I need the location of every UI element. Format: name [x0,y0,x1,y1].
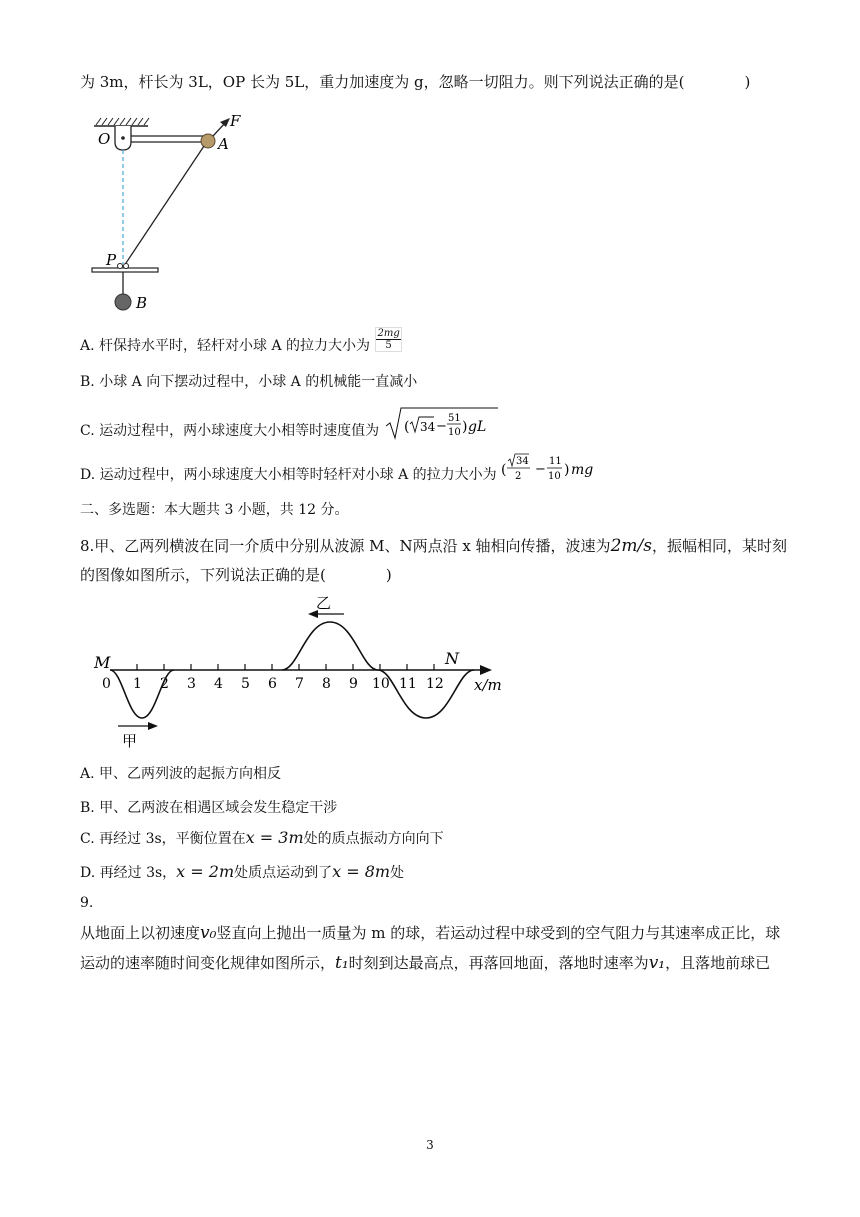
q7-figure [86,108,266,318]
q7-option-b: B. 小球 A 向下摆动过程中，小球 A 的机械能一直减小 [80,374,418,390]
label-B: B [136,294,148,312]
svg-text:10: 10 [447,427,461,438]
tick-label: 1 [133,676,142,692]
tick-label: 3 [187,676,196,692]
label-N: N [445,649,459,668]
svg-text:11: 11 [549,456,562,467]
q9-line1-b: 竖直向上抛出一质量为 m 的球，若运动过程中球受到的空气阻力与其速率成正比，球 [216,924,781,942]
label-M: M [94,653,111,672]
q7-option-a-frac-num: 2mg [377,327,400,339]
tick-label: 11 [399,676,417,692]
q8-option-d-text-b: 处质点运动到了 [234,865,333,881]
svg-text:34: 34 [516,456,529,467]
q7-option-a-fraction [375,327,401,352]
svg-text:2: 2 [515,471,522,482]
label-F: F [230,112,241,130]
svg-text:(: ( [501,462,507,478]
q9-line2-b: 时刻到达最高点，再落回地面，落地时速率为 [348,954,649,972]
label-A: A [218,135,229,153]
svg-text:−: − [535,462,546,477]
q8-option-b: B. 甲、乙两波在相遇区域会发生稳定干涉 [80,800,338,816]
tick-label: 10 [372,676,390,692]
q7-option-d-text: D. 运动过程中，两小球速度大小相等时轻杆对小球 A 的拉力大小为 [80,467,497,483]
tick-label: 0 [102,676,111,692]
tick-label: 2 [160,676,169,692]
q8-option-d-math2: x = 8m [332,862,391,881]
q8-option-d-text-c: 处 [390,865,405,881]
q9-line1 [80,923,780,943]
tick-label: 6 [268,676,277,692]
svg-text:(: ( [403,419,410,435]
q7-option-a-text: A. 杆保持水平时，轻杆对小球 A 的拉力大小为 [80,338,371,354]
q7-option-c-math [384,406,500,442]
q7-option-a-frac-den: 5 [385,339,392,351]
q9-line2-math1: t₁ [335,953,349,973]
svg-text:34: 34 [419,420,435,434]
tick-group [102,664,444,692]
svg-text:): ) [461,419,468,435]
q8-stem-line2: 的图像如图所示，下列说法正确的是( ) [80,566,392,584]
tick-label: 9 [349,676,358,692]
q7-stem-tail: 为 3m，杆长为 3L，OP 长为 5L，重力加速度为 g，忽略一切阻力。则下列说法正确的是( ) [80,73,751,91]
tick-label: 5 [241,676,250,692]
q8-stem-line1-b: ，振幅相同，某时刻 [651,537,787,555]
q8-stem-line1 [80,536,787,556]
q8-option-c-text-a: C. 再经过 3s，平衡位置在 [80,831,246,847]
svg-text:gL: gL [467,419,486,435]
q7-option-a [80,327,780,356]
q7-option-d [80,456,780,485]
tick-label: 12 [426,676,444,692]
svg-text:mg: mg [571,462,594,478]
axis-label: x/m [474,676,502,694]
q8-option-a: A. 甲、乙两列波的起振方向相反 [80,766,282,782]
q9-line2-a: 运动的速率随时间变化规律如图所示， [80,954,336,972]
q9-line2 [80,953,780,973]
q9-line2-c: ，且落地前球已 [665,954,771,972]
label-yi: 乙 [316,594,332,612]
q9-number: 9. [80,895,94,911]
q8-option-c-text-b: 处的质点振动方向向下 [303,831,444,847]
q9-line2-math2: v₁ [648,953,666,973]
svg-text:−: − [435,419,447,434]
q8-option-d-text-a: D. 再经过 3s， [80,865,177,881]
q8-option-d [80,862,780,883]
label-jia: 甲 [122,732,138,750]
q8-option-d-math1: x = 2m [176,862,235,881]
page-number: 3 [426,1138,434,1152]
q7-option-c [80,413,780,442]
q8-stem-line1-a: 8.甲、乙两列横波在同一介质中分别从波源 M、N两点沿 x 轴相向传播，波速为 [80,537,611,555]
label-O: O [98,130,111,148]
label-P: P [106,251,117,269]
q8-stem-line1-math: 2m/s [610,536,652,556]
svg-text:51: 51 [447,413,461,424]
q8-option-c [80,828,780,849]
svg-text:): ) [564,462,570,478]
tick-label: 8 [322,676,331,692]
q8-wave-figure [88,594,518,754]
q9-line1-a: 从地面上以初速度 [80,924,201,942]
q9-line1-math: v₀ [200,923,217,943]
q7-option-c-text: C. 运动过程中，两小球速度大小相等时速度值为 [80,423,380,439]
tick-label: 7 [295,676,304,692]
tick-label: 4 [214,676,223,692]
svg-text:10: 10 [548,471,561,482]
q7-option-d-math [501,453,621,485]
q8-option-c-math: x = 3m [245,828,304,847]
section2-heading: 二、多选题：本大题共 3 小题，共 12 分。 [80,502,349,518]
